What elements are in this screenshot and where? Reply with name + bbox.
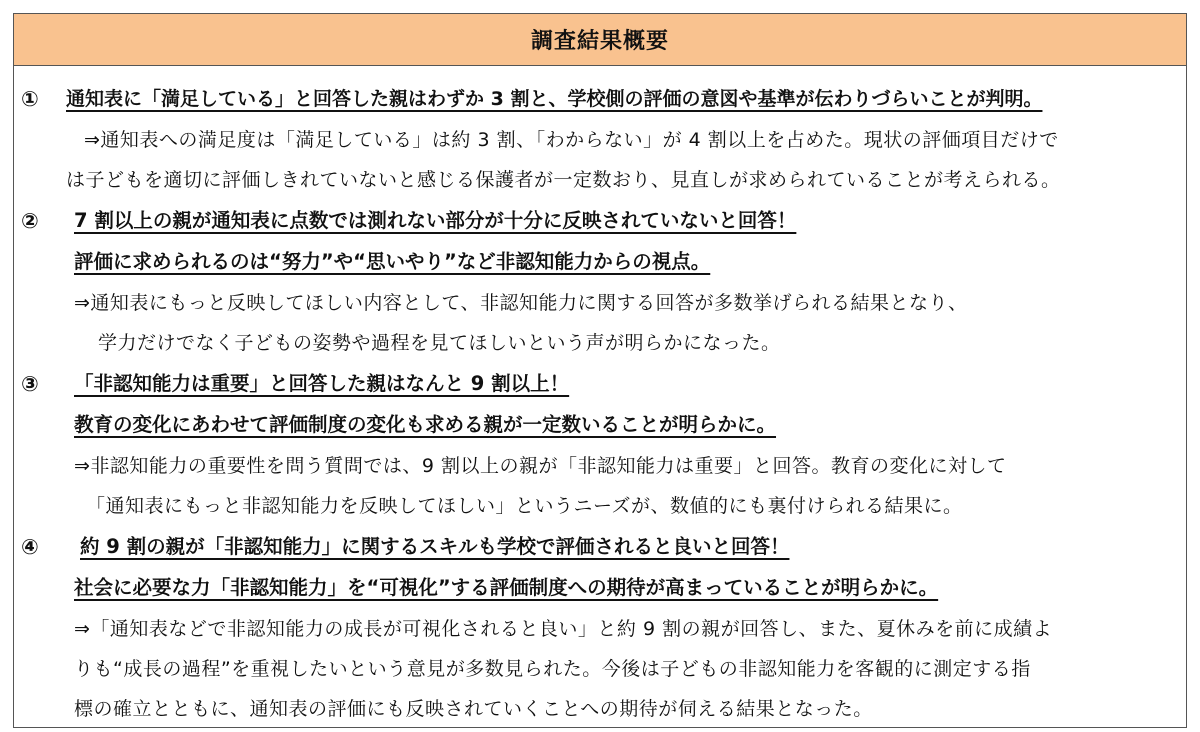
section-number: ①: [21, 87, 39, 111]
section-heading: 7 割以上の親が通知表に点数では測れない部分が十分に反映されていないと回答！: [74, 209, 797, 232]
section-heading: 約 9 割の親が「非認知能力」に関するスキルも学校で評価されると良いと回答！: [80, 535, 790, 558]
summary-title: 調査結果概要: [530, 29, 669, 54]
section-heading: 社会に必要な力「非認知能力」を“可視化”する評価制度への期待が高まっていることが明らかに。: [74, 576, 939, 599]
section-body-line: りも“成長の過程”を重視したいという意見が多数見られた。今後は子どもの非認知能力を客観的に測定する指: [74, 658, 1031, 680]
section-heading: 通知表に「満足している」と回答した親はわずか 3 割と、学校側の評価の意図や基準が伝わりづらいことが判明。: [66, 88, 1043, 110]
section-heading: 教育の変化にあわせて評価制度の変化も求める親が一定数いることが明らかに。: [74, 413, 777, 436]
section-heading: 評価に求められるのは“努力”や“思いやり”など非認知能力からの視点。: [74, 250, 711, 273]
section-number: ④: [21, 535, 39, 559]
section-number: ②: [21, 209, 39, 233]
section-body-line: 学力だけでなく子どもの姿勢や過程を見てほしいという声が明らかになった。: [98, 332, 781, 354]
summary-box: [13, 13, 1187, 728]
section-body-line: ⇒通知表にもっと反映してほしい内容として、非認知能力に関する回答が多数挙げられる結果となり、: [74, 292, 968, 314]
summary-header: [14, 14, 1186, 66]
section-body-line: は子どもを適切に評価しきれていないと感じる保護者が一定数おり、見直しが求められていることが考えられる。: [66, 169, 1061, 191]
section-body-line: 標の確立とともに、通知表の評価にも反映されていくことへの期待が伺える結果となった。: [74, 698, 873, 720]
section-heading: 「非認知能力は重要」と回答した親はなんと 9 割以上！: [74, 372, 570, 395]
section-body-line: 「通知表にもっと非認知能力を反映してほしい」というニーズが、数値的にも裏付けられる結果に。: [86, 495, 963, 517]
section-body-line: ⇒通知表への満足度は「満足している」は約 3 割、「わからない」が 4 割以上を占めた。現状の評価項目だけで: [84, 129, 1059, 151]
section-body-line: ⇒「通知表などで非認知能力の成長が可視化されると良い」と約 9 割の親が回答し、また、夏休みを前に成績よ: [74, 618, 1053, 640]
section-body-line: ⇒非認知能力の重要性を問う質問では、9 割以上の親が「非認知能力は重要」と回答。教育の変化に対して: [74, 455, 1007, 477]
section-number: ③: [21, 372, 39, 396]
